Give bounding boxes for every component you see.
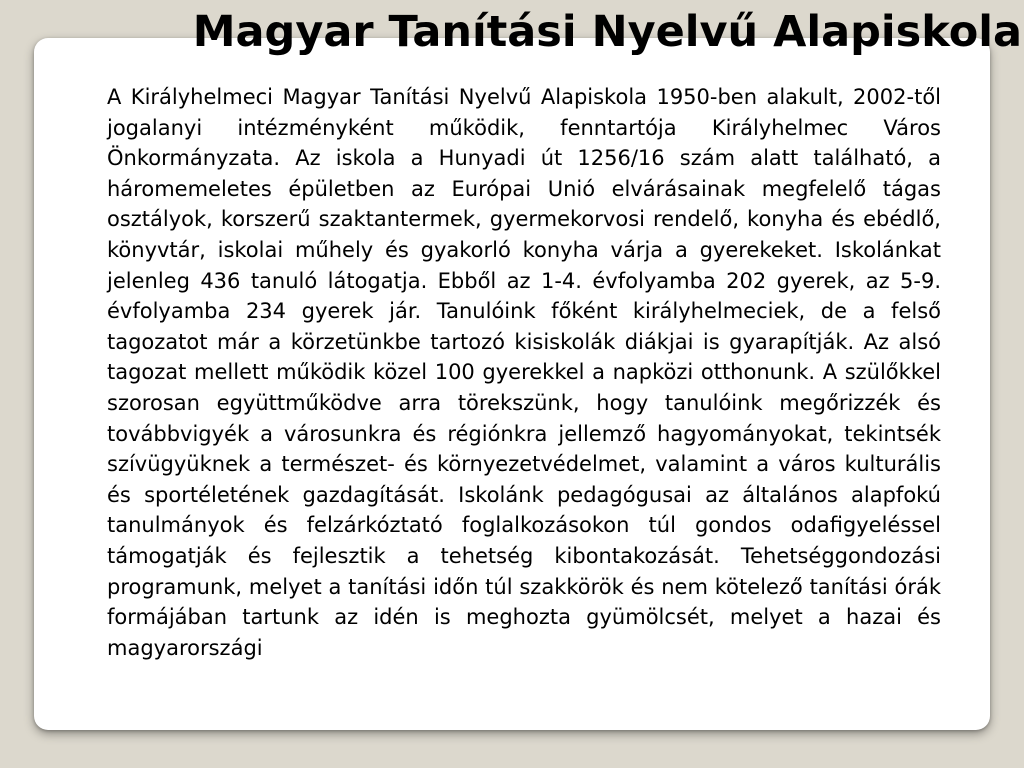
body-paragraph: A Királyhelmeci Magyar Tanítási Nyelvű Alapiskola 1950-ben alakult, 2002-től jogalanyi intézményként működik, fenntartója Királyhelmec Város Önkormányzata. Az iskola a Hunyadi út 1256/16 szám alatt található, a háromemeletes épületben az Európai Unió elvárásainak megfelelő tágas osztályok, korszerű szaktantermek, gyermekorvosi rendelő, konyha és ebédlő, könyvtár, iskolai műhely és gyakorló konyha várja a gyerekeket. Iskolánkat jelenleg 436 tanuló látogatja. Ebből az 1-4. évfolyamba 202 gyerek, az 5-9. évfolyamba 234 gyerek jár. Tanulóink főként királyhelmeciek, de a felső tagozatot már a körzetünkbe tartozó kisiskolák diákjai is gyarapítják. Az alsó tagozat mellett működik közel 100 gyerekkel a napközi otthonunk. A szülőkkel szorosan együttműködve arra törekszünk, hogy tanulóink megőrizzék és továbbvigyék a városunkra és régiónkra jellemző hagyományokat, tekintsék szívügyüknek a természet- és környezetvédelmet, valamint a város kulturális és sportéletének gazdagítását. Iskolánk pedagógusai az általános alapfokú tanulmányok és felzárkóztató foglalkozásokon túl gondos odafigyeléssel támogatják és fejlesztik a tehetség kibontakozását. Tehetséggondozási programunk, melyet a tanítási időn túl szakkörök és nem kötelező tanítási órák formájában tartunk az idén is meghozta gyümölcsét, melyet a hazai és magyarországi [107,85,941,660]
slide-title: Magyar Tanítási Nyelvű Alapiskola [192,7,1022,57]
